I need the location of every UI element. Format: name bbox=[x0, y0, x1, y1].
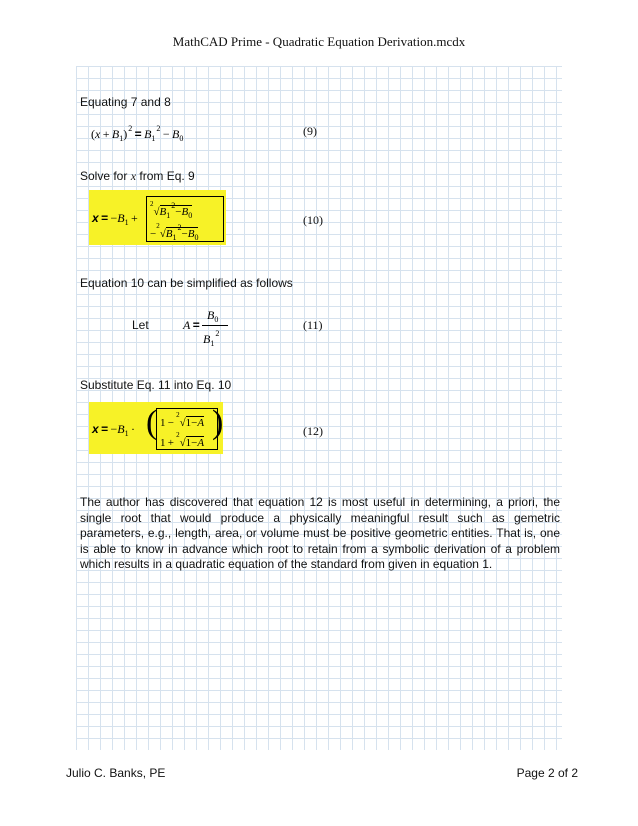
equation-10-row-2: $-^2√B_1^2-B_0$ bbox=[150, 222, 199, 242]
section-3-label: Equation 10 can be simplified as follows bbox=[80, 276, 293, 290]
equation-12-row-1: 1 − $^2$√1−A bbox=[160, 411, 205, 429]
footer-page-number: Page 2 of 2 bbox=[516, 766, 578, 780]
equation-12-row-2: 1 + $^2$√1−A bbox=[160, 431, 205, 449]
section-2-text-before: Solve for bbox=[80, 169, 128, 183]
equation-number-10: (10) bbox=[303, 213, 323, 227]
equation-number-12: (12) bbox=[303, 424, 323, 438]
equation-10-lhs: $x = -B_1$ + bbox=[92, 211, 138, 227]
let-label: Let bbox=[132, 318, 149, 332]
equation-number-11: (11) bbox=[303, 318, 323, 332]
equation-11-denominator: $B_1^2$ bbox=[203, 329, 220, 348]
conclusion-paragraph: The author has discovered that equation 12 is most useful in determining, a priori, the single root that would produce a physically meaningful result such as gemetric parameters, e.g., length, area, or volume must be positive geometric entities. That is, one is able to know in advance which root to retain from a symbolic derivation of a problem which results in a quadratic equation of the standard from given in equation 1. bbox=[80, 495, 560, 571]
section-4-label: Substitute Eq. 11 into Eq. 10 bbox=[80, 378, 232, 392]
equation-11-lhs: A = bbox=[183, 318, 200, 332]
equation-12-lhs: $x = -B_1$ · bbox=[92, 422, 136, 438]
equation-number-9: (9) bbox=[303, 124, 317, 138]
equation-12-paren-open: ( bbox=[146, 404, 158, 441]
footer-author: Julio C. Banks, PE bbox=[66, 766, 166, 780]
equation-10-row-1: $^2√B_1^2-B_0$ bbox=[150, 200, 193, 220]
section-2-text-after: from Eq. 9 bbox=[139, 169, 195, 183]
equation-12-paren-close: ) bbox=[212, 404, 224, 441]
section-2-variable: x bbox=[130, 169, 137, 183]
equation-11-numerator: $B_0$ bbox=[207, 308, 219, 324]
document-title: MathCAD Prime - Quadratic Equation Derivation.mcdx bbox=[172, 34, 466, 49]
equation-9: $(x + B_1)^2 = B_1^2 - B_0$ bbox=[91, 124, 184, 143]
section-2-label bbox=[80, 169, 195, 184]
equation-11-fraction-bar bbox=[202, 325, 228, 326]
section-1-label: Equating 7 and 8 bbox=[80, 95, 171, 109]
